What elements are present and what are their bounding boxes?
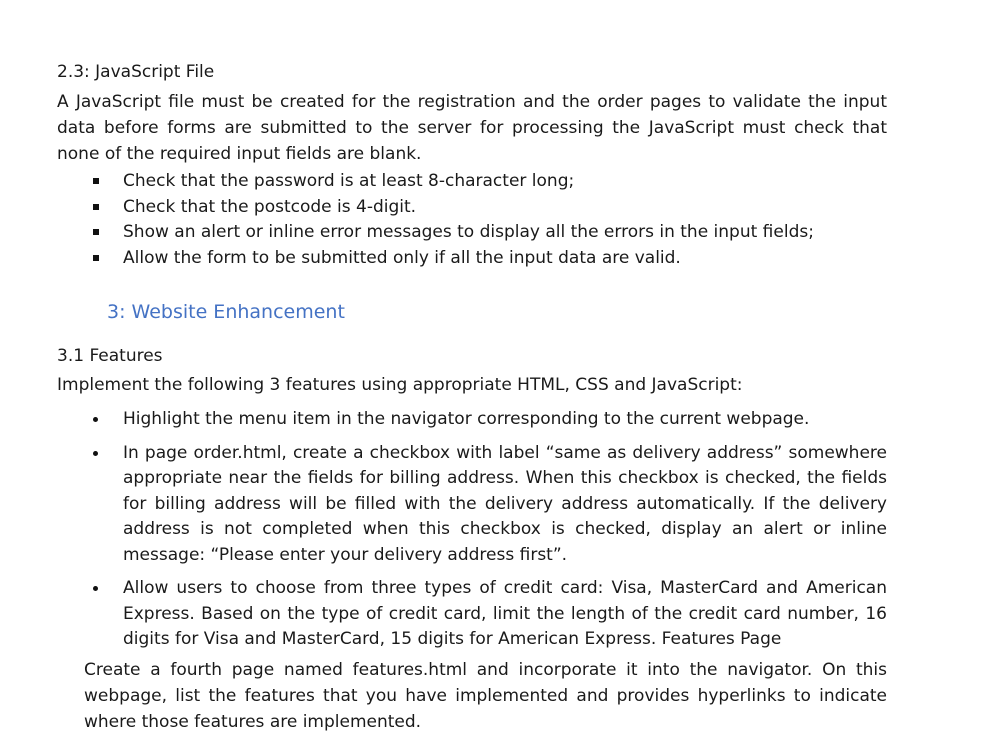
square-bullet-icon [93,229,99,235]
section-2-3-bullet-list [123,169,903,271]
square-bullet-icon [93,255,99,261]
section-2-3-heading: 2.3: JavaScript File [57,62,215,82]
section-3-1-intro: Implement the following 3 features using appropriate HTML, CSS and JavaScript: [57,375,743,395]
features-page-paragraph: Create a fourth page named features.html and incorporate it into the navigator. On this webpage, list the features that you have implemented and provides hyperlinks to indicate where those features are implemented. [84,660,887,732]
section-3-1-bullet-list [123,407,887,653]
list-item: In page order.html, create a checkbox with label “same as delivery address” somewhere appropriate near the fields for billing address. When this checkbox is checked, the fields for billing address will be filled with the delivery address automatically. If the delivery address is not completed when this checkbox is checked, display an alert or inline message: “Please enter your delivery address first”. [123,441,887,569]
list-item: Allow users to choose from three types of credit card: Visa, MasterCard and American Express. Based on the type of credit card, limit the length of the credit card number, 16 digits for Visa and MasterCard, 15 digits for American Express. Features Page [123,576,887,653]
list-item: Show an alert or inline error messages to display all the errors in the input fields; [123,220,903,246]
square-bullet-icon [93,178,99,184]
list-item: Allow the form to be submitted only if all the input data are valid. [123,246,903,272]
list-item: Check that the postcode is 4-digit. [123,195,903,221]
list-item: Check that the password is at least 8-character long; [123,169,903,195]
section-2-3-intro: A JavaScript file must be created for the registration and the order pages to validate the input data before forms are submitted to the server for processing the JavaScript must check that none of the required input fields are blank. [57,92,887,164]
round-bullet-icon [93,586,98,591]
square-bullet-icon [93,204,99,210]
round-bullet-icon [93,451,98,456]
round-bullet-icon [93,417,98,422]
list-item: Highlight the menu item in the navigator corresponding to the current webpage. [123,407,887,433]
section-3-heading: 3: Website Enhancement [107,301,345,323]
section-3-1-heading: 3.1 Features [57,346,163,366]
